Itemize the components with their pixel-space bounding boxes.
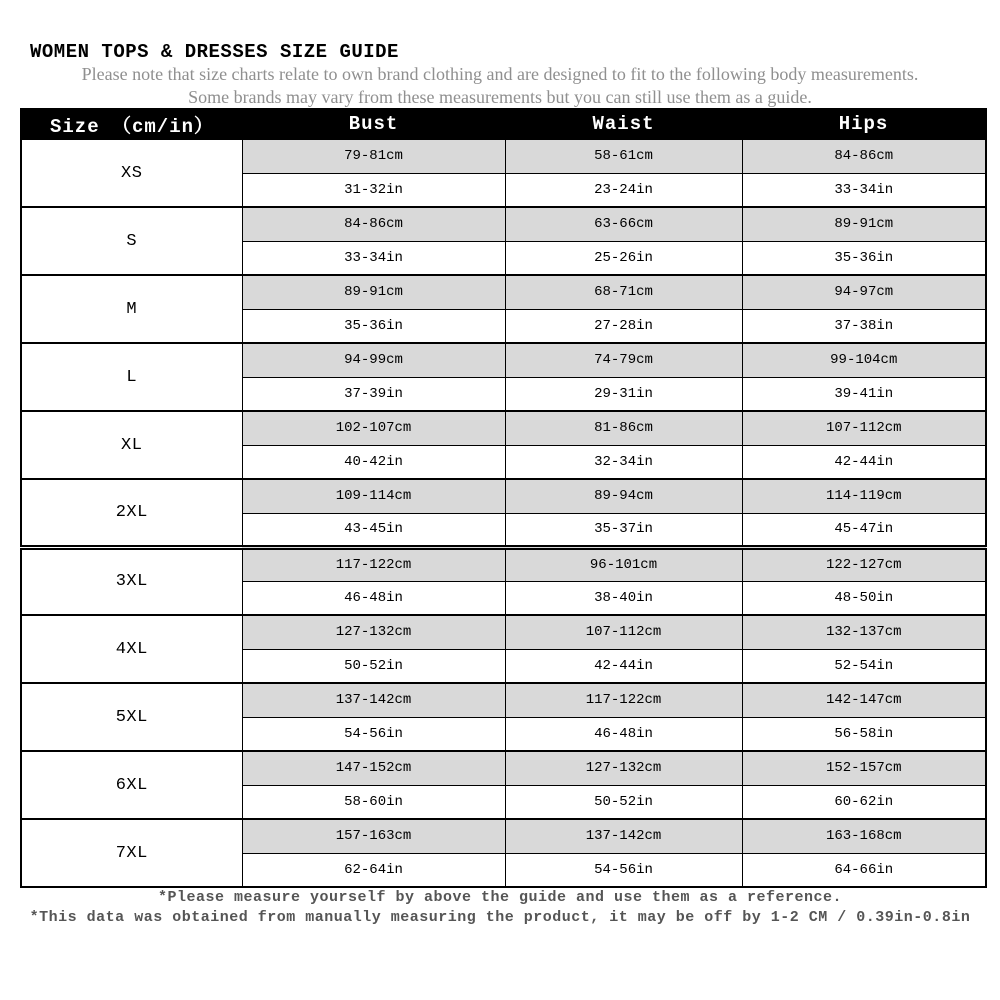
table-row-2xl-cm <box>21 479 986 513</box>
cell-hips-in: 35-36in <box>742 241 986 275</box>
cell-hips-cm: 163-168cm <box>742 819 986 853</box>
cell-bust-in: 46-48in <box>242 581 505 615</box>
header-row <box>21 109 986 139</box>
cell-hips-cm: 142-147cm <box>742 683 986 717</box>
cell-waist-cm: 58-61cm <box>505 139 742 173</box>
cell-waist-cm: 107-112cm <box>505 615 742 649</box>
cell-bust-cm: 89-91cm <box>242 275 505 309</box>
table-row-4xl-cm <box>21 615 986 649</box>
cell-bust-cm: 117-122cm <box>242 547 505 581</box>
cell-bust-in: 50-52in <box>242 649 505 683</box>
size-label-2xl: 2XL <box>21 479 242 547</box>
size-label-5xl: 5XL <box>21 683 242 751</box>
cell-waist-cm: 137-142cm <box>505 819 742 853</box>
cell-hips-in: 60-62in <box>742 785 986 819</box>
cell-hips-in: 45-47in <box>742 513 986 547</box>
cell-waist-in: 27-28in <box>505 309 742 343</box>
cell-hips-cm: 152-157cm <box>742 751 986 785</box>
cell-bust-in: 54-56in <box>242 717 505 751</box>
column-header-waist: Waist <box>505 109 742 139</box>
cell-bust-in: 35-36in <box>242 309 505 343</box>
cell-bust-in: 58-60in <box>242 785 505 819</box>
cell-hips-in: 48-50in <box>742 581 986 615</box>
cell-waist-cm: 63-66cm <box>505 207 742 241</box>
table-row-xl-cm <box>21 411 986 445</box>
column-header-size: Size （cm/in） <box>21 109 242 139</box>
cell-waist-in: 50-52in <box>505 785 742 819</box>
cell-waist-cm: 127-132cm <box>505 751 742 785</box>
cell-hips-cm: 122-127cm <box>742 547 986 581</box>
cell-waist-in: 32-34in <box>505 445 742 479</box>
size-label-s: S <box>21 207 242 275</box>
cell-hips-cm: 84-86cm <box>742 139 986 173</box>
table-row-5xl-cm <box>21 683 986 717</box>
cell-hips-in: 56-58in <box>742 717 986 751</box>
table-row-m-cm <box>21 275 986 309</box>
cell-bust-cm: 127-132cm <box>242 615 505 649</box>
footnote-line-2: *This data was obtained from manually measuring the product, it may be off by 1-2 CM / 0.39in-0.8in <box>29 909 971 926</box>
size-label-xs: XS <box>21 139 242 207</box>
size-label-m: M <box>21 275 242 343</box>
cell-bust-cm: 84-86cm <box>242 207 505 241</box>
table-row-l-cm <box>21 343 986 377</box>
cell-waist-in: 23-24in <box>505 173 742 207</box>
cell-bust-in: 31-32in <box>242 173 505 207</box>
cell-bust-in: 43-45in <box>242 513 505 547</box>
cell-bust-in: 37-39in <box>242 377 505 411</box>
cell-bust-in: 40-42in <box>242 445 505 479</box>
cell-hips-cm: 114-119cm <box>742 479 986 513</box>
cell-bust-cm: 147-152cm <box>242 751 505 785</box>
table-row-3xl-cm <box>21 547 986 581</box>
column-header-bust: Bust <box>242 109 505 139</box>
size-label-4xl: 4XL <box>21 615 242 683</box>
cell-hips-in: 52-54in <box>742 649 986 683</box>
size-label-xl: XL <box>21 411 242 479</box>
cell-waist-in: 38-40in <box>505 581 742 615</box>
cell-waist-cm: 89-94cm <box>505 479 742 513</box>
cell-waist-in: 54-56in <box>505 853 742 887</box>
cell-waist-in: 35-37in <box>505 513 742 547</box>
table-row-7xl-cm <box>21 819 986 853</box>
cell-waist-cm: 68-71cm <box>505 275 742 309</box>
subtitle-line-1: Please note that size charts relate to own brand clothing and are designed to fit to the following body measurements. <box>81 64 919 84</box>
table-row-s-cm <box>21 207 986 241</box>
cell-hips-cm: 99-104cm <box>742 343 986 377</box>
cell-hips-cm: 89-91cm <box>742 207 986 241</box>
cell-bust-in: 62-64in <box>242 853 505 887</box>
cell-bust-in: 33-34in <box>242 241 505 275</box>
cell-hips-cm: 132-137cm <box>742 615 986 649</box>
cell-bust-cm: 102-107cm <box>242 411 505 445</box>
cell-hips-in: 64-66in <box>742 853 986 887</box>
cell-waist-cm: 81-86cm <box>505 411 742 445</box>
cell-hips-in: 39-41in <box>742 377 986 411</box>
cell-waist-in: 29-31in <box>505 377 742 411</box>
size-label-7xl: 7XL <box>21 819 242 887</box>
cell-hips-in: 33-34in <box>742 173 986 207</box>
cell-bust-cm: 137-142cm <box>242 683 505 717</box>
cell-waist-in: 42-44in <box>505 649 742 683</box>
footnote-line-1: *Please measure yourself by above the guide and use them as a reference. <box>157 889 843 906</box>
page-title: WOMEN TOPS & DRESSES SIZE GUIDE <box>30 41 399 63</box>
cell-waist-in: 46-48in <box>505 717 742 751</box>
size-label-l: L <box>21 343 242 411</box>
size-chart-table <box>20 108 987 888</box>
subtitle-line-2: Some brands may vary from these measurements but you can still use them as a guide. <box>188 87 812 107</box>
size-label-3xl: 3XL <box>21 547 242 615</box>
cell-waist-cm: 117-122cm <box>505 683 742 717</box>
cell-hips-cm: 107-112cm <box>742 411 986 445</box>
cell-bust-cm: 79-81cm <box>242 139 505 173</box>
cell-bust-cm: 157-163cm <box>242 819 505 853</box>
cell-waist-cm: 74-79cm <box>505 343 742 377</box>
cell-hips-in: 37-38in <box>742 309 986 343</box>
cell-waist-in: 25-26in <box>505 241 742 275</box>
cell-bust-cm: 94-99cm <box>242 343 505 377</box>
column-header-hips: Hips <box>742 109 986 139</box>
table-row-6xl-cm <box>21 751 986 785</box>
cell-bust-cm: 109-114cm <box>242 479 505 513</box>
table-row-xs-cm <box>21 139 986 173</box>
cell-waist-cm: 96-101cm <box>505 547 742 581</box>
cell-hips-cm: 94-97cm <box>742 275 986 309</box>
cell-hips-in: 42-44in <box>742 445 986 479</box>
size-label-6xl: 6XL <box>21 751 242 819</box>
